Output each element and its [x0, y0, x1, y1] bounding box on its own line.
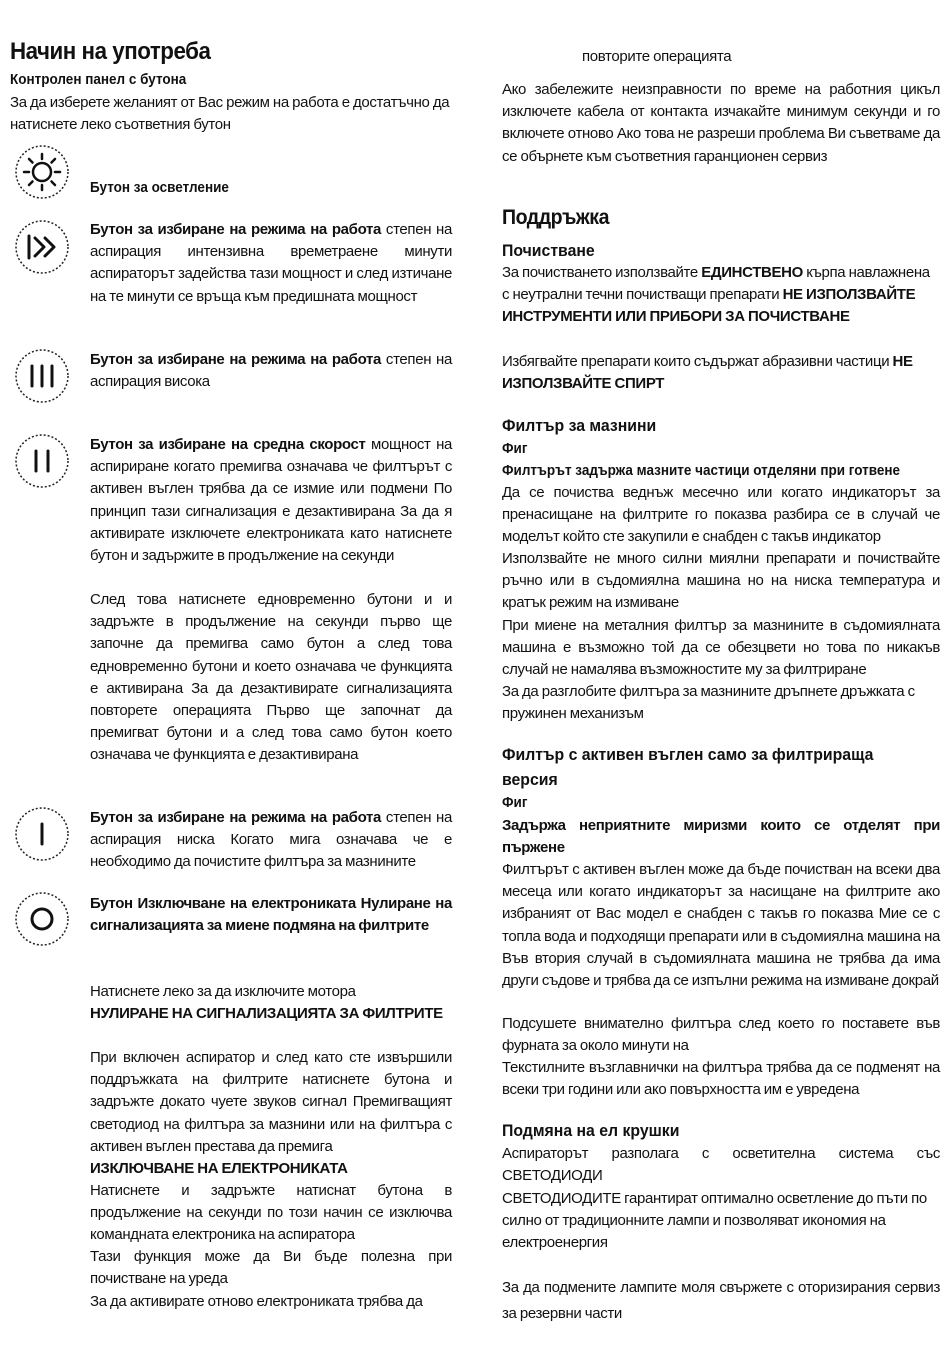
electronics-off-heading: ИЗКЛЮЧВАНЕ НА ЕЛЕКТРОНИКАТА	[90, 1160, 348, 1177]
low-speed-icon	[14, 806, 70, 862]
warning-text: Ако забележите неизправности по време на работния цикъл изключете кабела от контакта изчакайте минимум секунди и го включете отново Ако това не разреши проблема Ви съветваме да се обърнете към съответния гаранционен сервиз	[502, 81, 940, 165]
medium-speed-signal-text: След това натиснете едновременно бутони и и задръжте в продължение на секунди първо ще започне да премигва само бутон а след това едновременно бутони и което означава че функцията е активирана За да дезактивирате сигнализацията повторете операцията Първо ще започнат да премигват бутони и а след това само бутон което означава че функцията е дезактивирана	[90, 591, 452, 764]
power-off-icon	[14, 891, 70, 947]
cleaning-only-label: ЕДИНСТВЕНО	[701, 264, 803, 281]
grease-filter-heading: Филтър за мазнини	[502, 416, 657, 435]
carbon-filter-p1: Филтърът с активен въглен може да бъде почистван на всеки два месеца или когато индикаторът за насищане на филтрите ако избраният от Вас модел е снабден с такъв го показва Мие се с топла вода и подходящи препарати или в съдомиялна машина на Във втория случай в съдомиялната машина не трябва да има други съдове и трябва да се изпълни режима на измиване докрай	[502, 861, 940, 990]
low-speed-desc: степен на аспирация ниска Когато мига означава че е необходимо да почистите филтъра за мазнините	[90, 809, 452, 871]
low-speed-text	[90, 807, 452, 874]
intro-text: За да изберете желаният от Вас режим на работа е достатъчно да натиснете леко съответния бутон	[10, 94, 450, 134]
medium-speed-icon	[14, 433, 70, 489]
maintenance-title: Поддръжка	[502, 206, 609, 229]
carbon-filter-p2: Подсушете внимателно филтъра след което го поставете във фурната за около минути на	[502, 1015, 940, 1055]
abrasives-text-1: Избягвайте препарати които съдържат абразивни частици	[502, 353, 893, 370]
carbon-filter-fig: Фиг	[502, 794, 528, 811]
high-speed-desc: степен на аспирация висока	[90, 351, 452, 391]
motor-off-text: Натиснете леко за да изключите мотора	[90, 983, 356, 1000]
filter-reset-text: При включен аспиратор и след като сте извършили поддръжката на филтрите натиснете бутона и задръжте докато чуете звуков сигнал Премигващият светодиод на филтъра за мазнини или на филтъра с активен въглен престава да премига	[90, 1049, 452, 1155]
high-speed-icon	[14, 348, 70, 404]
continued-text: повторите операцията	[582, 48, 732, 65]
bulbs-p2: СВЕТОДИОДИТЕ гарантират оптимално осветление до пъти по силно от традиционните лампи и позволяват икономия на електроенергия	[502, 1190, 927, 1252]
medium-speed-text	[90, 434, 452, 567]
carbon-filter-p3: Текстилните възглавнички на филтъра трябва да се подменят на всеки три години или ако повърхността им е увредена	[502, 1059, 940, 1099]
cleaning-warning-tools: НЕ ИЗПОЛЗВАЙТЕ ИНСТРУМЕНТИ ИЛИ ПРИБОРИ ЗА ПОЧИСТВАНЕ	[502, 286, 916, 326]
carbon-filter-heading: Филтър с активен въглен само за филтрираща	[502, 745, 874, 764]
electronics-reactivate-text: За да активирате отново електрониката трябва да	[90, 1293, 423, 1310]
light-sun-icon	[14, 144, 70, 200]
intensive-mode-desc: степен на аспирация интензивна времетраене минути аспираторът задейства тази мощност и след изтичане на те минути се връща към предишната мощност	[90, 221, 452, 305]
high-speed-text	[90, 349, 452, 393]
grease-filter-fig: Фиг	[502, 440, 528, 457]
grease-filter-p4: За да разглобите филтъра за мазнините дръпнете дръжката с пружинен механизъм	[502, 683, 915, 723]
filter-reset-heading: НУЛИРАНЕ НА СИГНАЛИЗАЦИЯТА ЗА ФИЛТРИТЕ	[90, 1005, 443, 1022]
medium-speed-label: Бутон за избиране на средна скорост	[90, 436, 366, 453]
grease-filter-p1: Да се почиства веднъж месечно или когато индикаторът за пренасищане на филтрите го показва разбира се в случай че моделът който сте закупили е снабден с такъв индикатор	[502, 484, 940, 546]
grease-filter-bold-text: Филтърът задържа мазните частици отделяни при готвене	[502, 462, 901, 479]
medium-speed-desc: мощност на аспириране когато премигва означава че филтърът с активен въглен трябва да се измие или подмени По принцип тази сигнализация е дезактивирана За да я активирате изключете електрониката като натиснете бутон и задържите в продължение на секунди	[90, 436, 452, 565]
control-panel-heading: Контролен панел с бутона	[10, 71, 187, 88]
grease-filter-p3: При миене на металния филтър за мазнините в съдомиялната машина е възможно той да се обезцвети но това по никакъв случай не намалява възможностите му за филтриране	[502, 617, 940, 679]
high-speed-label: Бутон за избиране на режима на работа	[90, 351, 381, 368]
bulbs-p1: Аспираторът разполага с осветителна система със СВЕТОДИОДИ	[502, 1145, 940, 1185]
abrasives-text	[502, 351, 940, 395]
cleaning-text-1: За почистването използвайте	[502, 264, 702, 281]
bulbs-p3: За да подмените лампите моля свържете с оторизирания сервиз за резервни части	[502, 1279, 940, 1322]
grease-filter-p2: Използвайте не много силни миялни препарати и почиствайте ръчно или в съдомиялна машина но на ниска температура и кратък режим на измиване	[502, 550, 940, 612]
bulbs-heading: Подмяна на ел крушки	[502, 1121, 680, 1140]
intensive-mode-label: Бутон за избиране на режима на работа	[90, 221, 381, 238]
low-speed-label: Бутон за избиране на режима на работа	[90, 809, 381, 826]
electronics-off-use-text: Тази функция може да Ви бъде полезна при почистване на уреда	[90, 1248, 452, 1288]
power-off-label: Бутон Изключване на електрониката Нулиране на сигнализацията за миене подмяна на филтрите	[90, 895, 452, 935]
cleaning-text-2: кърпа навлажнена с неутрални течни почистващи препарати	[502, 264, 930, 304]
carbon-filter-heading-2: версия	[502, 770, 558, 789]
usage-title: Начин на употреба	[10, 38, 211, 65]
intensive-mode-icon	[14, 219, 70, 275]
intensive-mode-text	[90, 219, 452, 308]
light-button-label: Бутон за осветление	[90, 179, 229, 196]
alcohol-warning: НЕ ИЗПОЛЗВАЙТЕ СПИРТ	[502, 353, 913, 393]
cleaning-heading: Почистване	[502, 241, 595, 260]
carbon-filter-bold-text: Задържа неприятните миризми които се отделят при пържене	[502, 817, 940, 857]
electronics-off-text: Натиснете и задръжте натиснат бутона в продължение на секунди по този начин се изключва командната електроника на аспиратора	[90, 1182, 452, 1244]
cleaning-text	[502, 262, 940, 329]
